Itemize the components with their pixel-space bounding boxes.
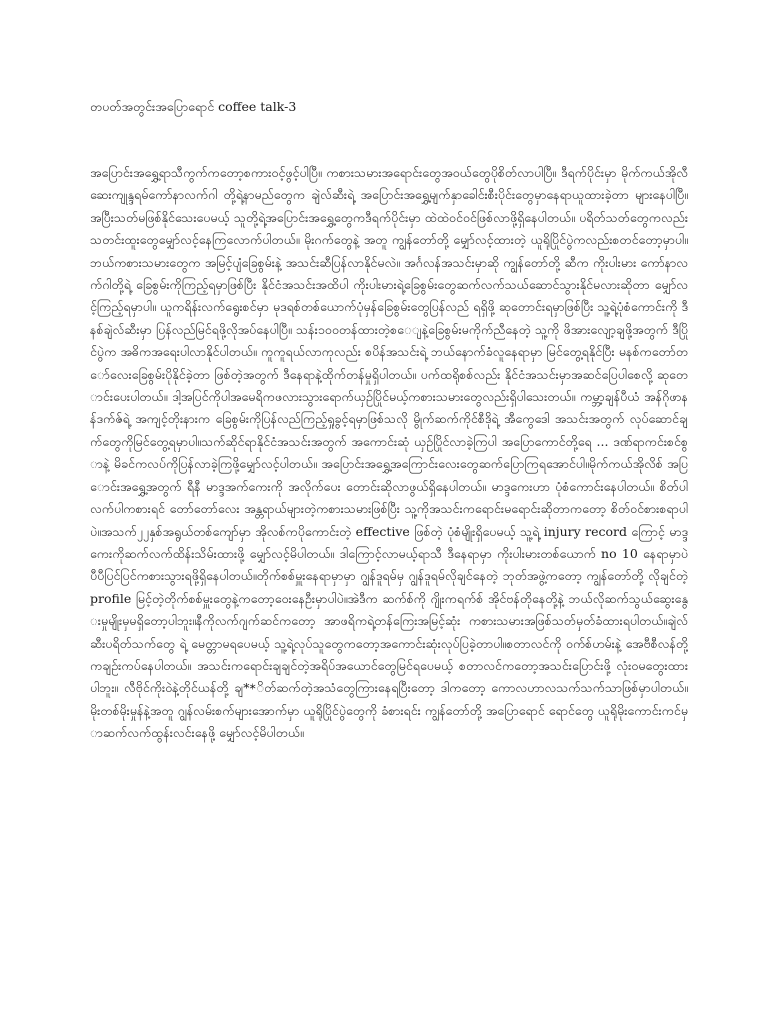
document-body: အပြောင်းအရွှေ့ရာသီကွက်ကတော့စကားဝင့်ဖွင့်ပါပြီ။ ကစားသမားအရောင်းတွေအဝယ်တွေပိုစိတ်လာပါပြီ။ ဒီရက်ပိုင်းမှာ မိုက်ကယ်အိုလီဆေးကျုန္ဒရမ်ကော်နာလက်ဂါ တို့ရဲ့နာမည်တွေက ချဲလ်ဆီးရဲ့ အပြောင်းအရွှေ့မျက်နှာခေါင်းစီးပိုင်းတွေမှာနေရာယူထားခဲ့တာ များနေပါပြီ။ အပြီးသတ်မဖြစ်နိုင်သေးပေမယ့် သူတို့ရဲ့အပြောင်းအရွှေ့တွေကဒီရက်ပိုင်းမှာ ထဲထဲဝင်ဝင်ဖြစ်လာဖို့ရှိနေပါတယ်။ ပရိတ်သတ်တွေကလည်း သတင်းထူးတွေမျှော်လင့်နေကြလောက်ပါတယ်။ မိုးဂက်တွေနဲ့ အတူ ကျွန်တော်တို့ မျှော်လင့်ထားတဲ့ ယူရိုပြိုင်ပွဲကလည်းစတင်တော့မှာပါ။ ဘယ်ကစားသမားတွေက အမြင့်ပျံခြေစွမ်းနဲ့ အသင်းဆီပြန်လာနိုင်မလဲ။ အင်္ဂလန်အသင်းမှာဆို ကျွန်တော်တို့ ဆီက ကိုးပါးမား ကော်နာလက်ဂါတို့ရဲ့ ခြေစွမ်းကိုကြည့်ရမှာဖြစ်ပြီး နိုင်ငံအသင်းအထိပါ ကိုးပါးမားရဲ့ခြေစွမ်းတွေဆက်လက်သယ်ဆောင်သွားနိုင်မလားဆိုတာ မျှော်လင့်ကြည့်ရမှာပါ။ ယူကရိန်းလက်ရွေးစင်မှာ မုဒရစ်တစ်ယောက်ပုံမှန်ခြေစွမ်းတွေပြန်လည် ရရှိဖို့ ဆုတောင်းရမှာဖြစ်ပြီး သူ့ရဲ့ပုံစံကောင်းကို ဒီနစ်ချဲလ်ဆီးမှာ ပြန်လည်မြင်ရဖို့လိုအပ်နေပါပြီ။ သန်း၁၀၀တန်ထားတဲ့စ​ေျနဲ့ခြေစွမ်းမကိုက်ညီနေတဲ့ သူ့ကို ဖိအားလျော့ချဖို့အတွက် ဒီပြိုင်ပွဲက အဓိကအရေးပါလာနိုင်ပါတယ်။ ကူကူရယ်လာကုလည်း စပိန်အသင်းရဲ့ ဘယ်နောက်ခံလူနေရာမှာ မြင်တွေ့ရနိုင်ပြီး မနစ်ကတော်တော်လေးခြေစွမ်းပိုနိုင်ခဲ့တာ ဖြစ်တဲ့အတွက် ဒီနေရာနဲ့ထိုက်တန်မှုရှိပါတယ်။ ပက်ထရိုစစ်လည်း နိုင်ငံအသင်းမှာအဆင်ပြေပါစေလို့ ဆုတောင်းပေးပါတယ်။ ဒါ့အပြင်ကိုပါအမေရိကဖလားသွားရောက်ယှဉ်ပြိုင်မယ့်ကစားသမားတွေလည်းရှိပါသေးတယ်။ ကမ္ဘာ့ချန်ပီယံ အန်ဂိုဖာနန်ဒက်ဇ်ရဲ့ အကျင့်တိုးနားက ခြေစွမ်းကိုပြန်လည်ကြည့်ရှုခွင့်ရမှာဖြစ်သလို မွိုက်ဆက်ကိုင်စီဒိုရဲ့ အီကွေဒေါ အသင်းအတွက် လုပ်ဆောင်ချက်တွေကိုမြင်တွေ့ရမှာပါ။သက်ဆိုင်ရာနိုင်ငံအသင်းအတွက် အကောင်းဆုံ ယှဉ်ပြိုင်လာခဲ့ကြပါ အပြောကောင်တို့ရေ ... ဒဏ်ရာကင်းစင်စွာနဲ့ မိခင်ကလပ်ကိုပြန်လာခဲ့ကြဖို့မျှော်လင့်ပါတယ်။ အပြောင်းအရွှေ့အကြောင်းလေးတွေဆက်ပြောကြရအောင်ပါ။မိုက်ကယ်အိုလိစ် အပြောင်းအရွှေ့အတွက် ရီနီ မာဒ္ဒအက်ကေးကို အလိုက်ပေး တောင်းဆိုလာဖွယ်ရှိနေပါတယ်။ မာဒ္ဒကေးဟာ ပုံစံကောင်းနေပါတယ်။ စိတ်ပါလက်ပါကစားရင် တော်တော်လေး အန္တရာယ်များတဲ့ကစားသမားဖြစ်ပြီး သူ့ကိုအသင်းကရောင်းမရောင်းဆိုတာကတော့ စိတ်ဝင်စားစရာပါပဲ။အသက်၂၂နှစ်အရွယ်တစ်ကျော်မှာ အိုလစ်ကပိုကောင်းတဲ့ effective ဖြစ်တဲ့ ပုံစံမျိုးရှိပေမယ့် သူ့ရဲ့ injury record ကြောင့် မာဒ္ဒကေးကိုဆက်လက်ထိန်းသိမ်းထားဖို့ မျှော်လင့်မိပါတယ်။ ဒါကြောင့်လာမယ့်ရာသီ ဒီနေရာမှာ ကိုးပါးမားတစ်ယောက် no 10 နေရာမှာပဲ ပီပီပြင်ပြင်ကစားသွားရဖို့ရှိနေပါတယ်။တိုက်စစ်မှူးနေရာမှာမှာ ဂျွန်ဒူရမ်မှ ဂျွန်ဒူရမ်လိုချင်နေတဲ့ ဘုတ်အဖွဲ့ကတော့ ကျွန်တော်တို့ လိုချင်တဲ့ profile မြင့်တဲ့တိုက်စစ်မှူးတွေနဲ့ကတော့ဝေးနေဦးမှာပါပဲ။အဲဒီက ဆက်စ်ကို ဂျိုးကရက်စ် အိုင်ဗန်တိုနေတို့နဲ့ ဘယ်လိုဆက်သွယ်ဆွေးနွေးမှုမျိုးမှမရှိတော့ပါဘူး။နီကိုလက်ဂျက်ဆင်ကတော့ အာဖရိကရဲ့တန်ကြေးအမြင့်ဆုံး ကစားသမားအဖြစ်သတ်မှတ်ခံထားရပါတယ်။ချဲလ်ဆီးပရိတ်သက်တွေ ရဲ့ မေတ္တာမရပေမယ့် သူ့ရဲ့လုပ်သူတွေကတော့အကောင်းဆုံးလုပ်ပြခဲ့တာပါ။စတာလင်ကို ဝက်စ်ဟမ်းနဲ့ အေဗီစီလန်တို့ကချဉ်းကပ်နေပါတယ်။ အသင်းကရောင်းချချင်တဲ့အရိပ်အယောင်တွေမြင်ရပေမယ့် စတာလင်ကတော့အသင်းပြောင်းဖို့ လုံးဝမတွေးထားပါဘူး။ လီဗိုင်ကိုးဝဲနဲ့တိုင်ယန်တို့ ချ**ိတ်ဆက်တဲ့အသံတွေကြားနေရပြီးတော့ ဒါကတော့ ကောလဟာလသက်သက်သာဖြစ်မှာပါတယ်။မိုးတစ်မိုးမှုန်နဲ့အတူ ဂျွန်လမ်းစက်များအောက်မှာ ယူရိုပြိုင်ပွဲတွေကို ခံစားရင်း ကျွန်တော်တို့ အပြောရောင် ရောင်တွေ ယူရိုမိုးကောင်းကင်မှာဆက်လက်ထွန်းလင်းနေဖို့ မျှော်လင့်မိပါတယ်။ bbox=[90, 165, 688, 741]
document-title: တပတ်အတွင်းအပြောရောင် coffee talk-3 bbox=[90, 99, 297, 114]
